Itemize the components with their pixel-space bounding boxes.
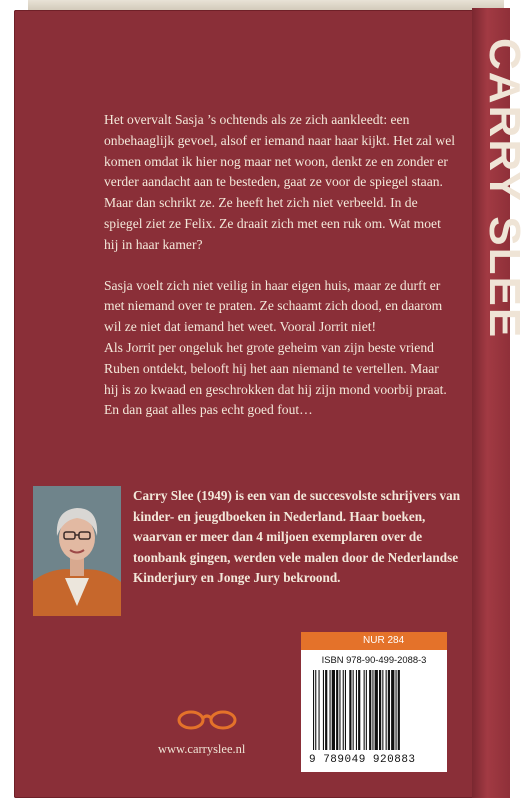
blurb-paragraph-1: Het overvalt Sasja ’s ochtends als ze zich aankleedt: een onbehaaglijk gevoel, alsof er iemand naar haar kijkt. Het zal wel komen omdat ik hier nog maar net woon, denkt ze en zonder er verder aandacht aan te besteden, gaat ze voor de spiegel staan. Maar dan schrikt ze. Ze heeft het zich niet verbeeld. In de spiegel ziet ze Felix. Ze draait zich met een ruk om. Wat moet hij in haar kamer?: [104, 112, 456, 252]
author-bio: Carry Slee (1949) is een van de succesvolste schrijvers van kinder- en jeugdboeken in Nederland. Haar boeken, waarvan er meer dan 4 miljoen exemplaren over de toonbank gingen, werden vele malen door de Nederlandse Kinderjury en Jonge Jury bekroond.: [133, 488, 461, 585]
barcode-icon: [311, 670, 437, 754]
glasses-icon: [175, 707, 239, 731]
isbn-text: ISBN 978-90-499-2088-3: [321, 654, 427, 665]
blurb-paragraph-3: Als Jorrit per ongeluk het grote geheim van zijn beste vriend Ruben ontdekt, belooft hij het aan niemand te vertellen. Maar hij is zo kwaad en geschrokken dat hij zijn mond voorbij praat. En dan gaat alles pas echt goed fout…: [104, 339, 447, 418]
spine-title: CARRY SLEE: [480, 38, 529, 340]
blurb: [104, 110, 456, 421]
author-photo: [33, 486, 121, 616]
author-portrait-icon: [33, 486, 121, 616]
barcode-digits: 9 789049 920883: [309, 754, 416, 766]
website-link[interactable]: www.carryslee.nl: [158, 742, 246, 756]
barcode-panel: [301, 632, 447, 772]
blurb-paragraph-2: Sasja voelt zich niet veilig in haar eigen huis, maar ze durft er met niemand over te praten. Ze schaamt zich dood, en daarom wil ze niet dat iemand het weet. Vooral Jorrit niet!: [104, 277, 443, 335]
nur-code: NUR 284: [301, 632, 447, 650]
book-spine: [472, 8, 529, 798]
